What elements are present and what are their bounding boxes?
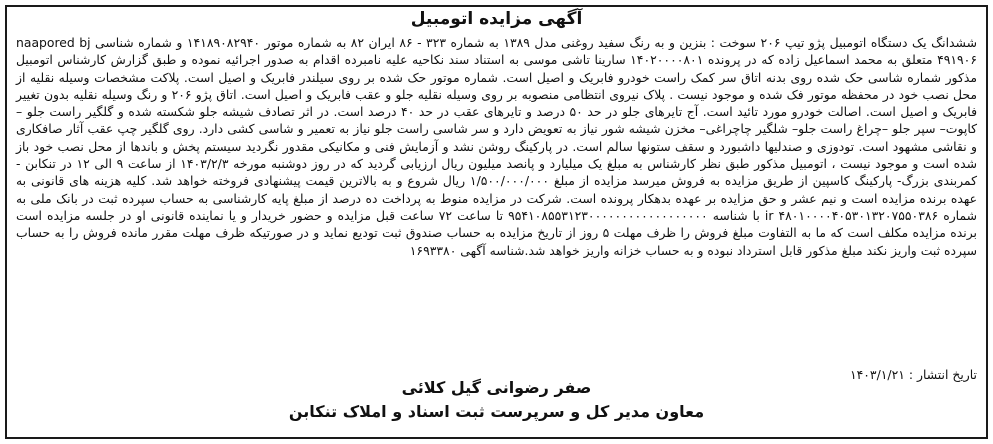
signer-title: معاون مدیر کل و سرپرست ثبت اسناد و املاک تنکابن [288,402,705,421]
signer-name: صفر رضوانی گیل کلائی [401,378,592,397]
notice-title: آگهی مزایده اتومبیل [410,9,583,29]
publish-date: تاریخ انتشار : ۱۴۰۳/۱/۲۱ [849,367,977,382]
notice-body-text: ششدانگ یک دستگاه اتومبیل پژو تیپ ۲۰۶ سوخت : بنزین و به رنگ سفید روغنی مدل ۱۳۸۹ به شماره ۳۲۳ - ۸۶ ایران ۸۲ به شماره موتور ۱۴۱۸۹۰۸۲۹۴۰ و شماره شناسی naapored bj ۴۹۱۹۰۶ متعلق به محمد اسماعیل زاده که در پرونده ۱۴۰۲۰۰۰۰۸۰۱ سارینا تاشی موسی به استناد سند نکاحیه علیه نامبرده اقدام به صدور اجرائیه نموده و طبق گزارش کارشناس اتومبیل مذکور شماره شاسی حک شده روی بدنه اتاق سر کمک راست خودرو فابریک و اصیل است. شماره موتور حک شده بر روی سیلندر فابریک و اصیل است. پلاکت مشخصات وسیله نقلیه از محل نصب خود در محفظه موتور فک شده و موجود نیست . پلاک نیروی انتظامی منصوبه بر روی وسیله نقلیه جلو و عقب فابریک و اصیل است. اتاق پژو ۲۰۶ و رنگ وسیله نقلیه بدون تغییر فابریک و اصیل است. اصالت خودرو مورد تائید است. آج تایرهای جلو در حد ۵۰ درصد و تایرهای عقب در حد ۴۰ درصد است. در اثر تصادف شیشه جلو شکسته شده و گلگیر راست جلو –کاپوت– سپر جلو –چراغ راست جلو– شلگیر چاچراغی– مخزن شیشه شور نیاز به تعویض دارد و سر شاسی راست جلو نیاز به تعمیر و شاسی کشی دارد. روی گلگیر چپ عقب آثار صافکاری و نقاشی مشهود است. تودوزی و صندلیها داشبورد و سقف ستونها سالم است. در پارکینگ روشن نشد و آزمایش فنی و مکانیکی مقدور نگردید سیستم پخش و باندها از محل نصب خود باز شده است و موجود نیست ، اتومبیل مذکور طبق نظر کارشناس به مبلغ یک میلیارد و پانصد میلیون ریال ارزیابی گردید که در روز دوشنبه مورخه ۱۴۰۳/۲/۳ از ساعت ۹ الی ۱۲ در تنکابن - کمربندی بزرگ- پارکینگ کاسپین از طریق مزایده به فروش میرسد مزایده از مبلغ ۱/۵۰۰/۰۰۰/۰۰۰ ریال شروع و به بالاترین قیمت پیشنهادی فروخته خواهد شد. کلیه هزینه های قانونی به عهده برنده مزایده است و نیم عشر و حق مزایده بر عهده بدهکار پرونده است. شرکت در مزایده منوط به پرداخت ده درصد از مبلغ پایه کارشناسی به حساب سپرده ثبت در بانک ملی به شماره ir ۴۸۰۱۰۰۰۰۴۰۵۳۰۱۳۲۰۷۵۵۰۳۸۶ با شناسه ۹۵۴۱۰۸۵۵۳۱۲۳۰۰۰۰۰۰۰۰۰۰۰۰۰۰۰۰۰۰ تا ساعت ۷۲ ساعت قبل مزایده و حضور خریدار و یا نماینده قانونی او در جلسه مزایده است برنده مزایده مکلف است که ما به التفاوت مبلغ فروش را ظرف مهلت ۵ روز از تاریخ مزایده به حساب صندوق ثبت تودیع نماید و در صورتیکه ظرف مهلت مقرر مانده فروش را به حساب سپرده ثبت واریز نکند مبلغ مذکور قابل استرداد نبوده و به حساب خزانه واریز خواهد شد.شناسه آگهی ۱۶۹۳۳۸۰ [16,35,977,258]
